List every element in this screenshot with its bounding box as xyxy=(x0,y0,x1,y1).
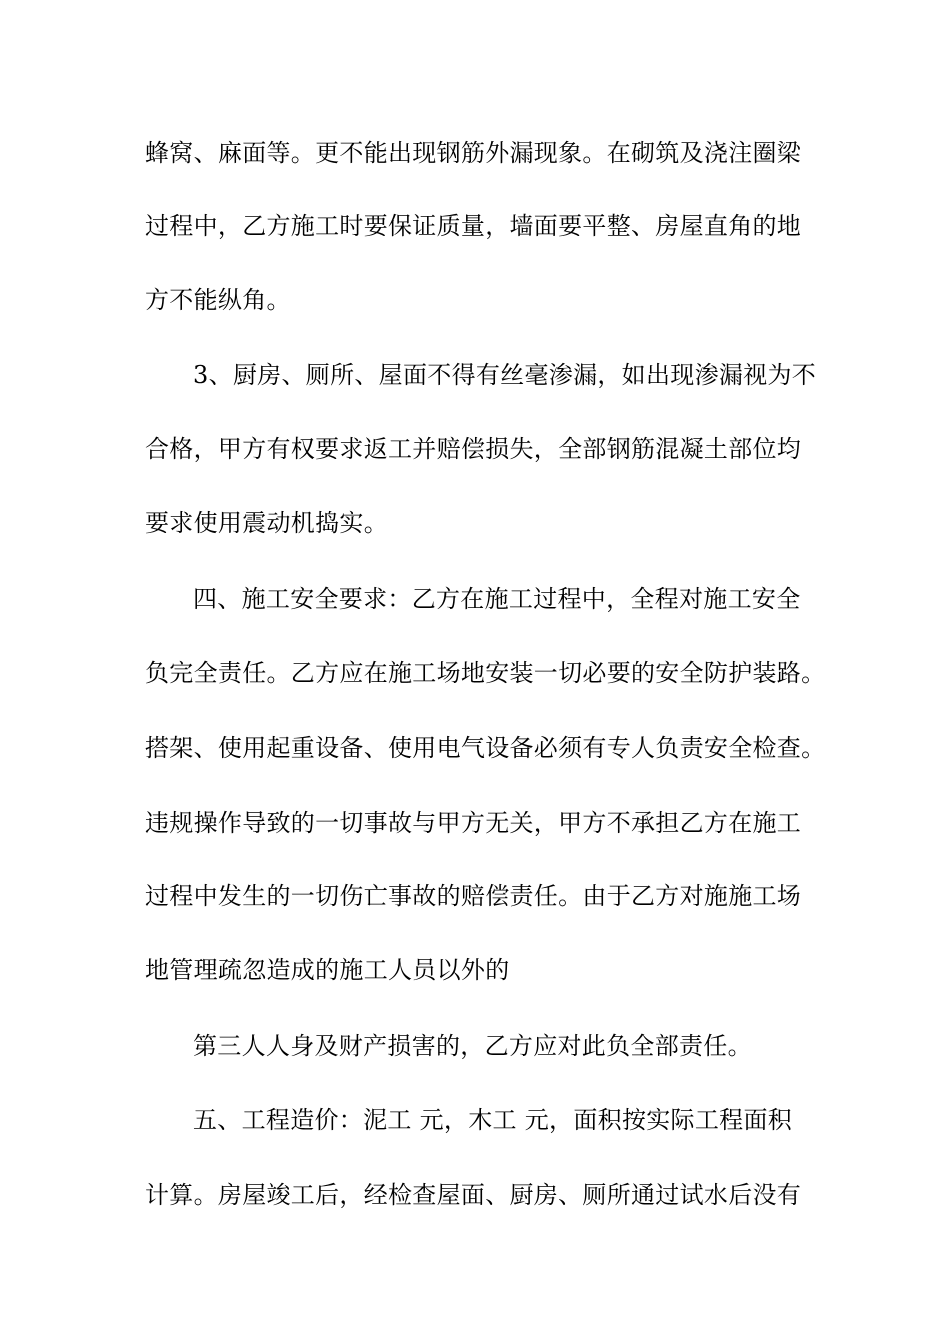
text-line: 过程中，乙方施工时要保证质量，墙面要平整、房屋直角的地 xyxy=(145,212,802,240)
text-line: 过程中发生的一切伤亡事故的赔偿责任。由于乙方对施施工场 xyxy=(145,882,802,910)
text-line: 蜂窝、麻面等。更不能出现钢筋外漏现象。在砌筑及浇注圈梁 xyxy=(145,139,802,167)
paragraph-start-line: 四、施工安全要求：乙方在施工过程中，全程对施工安全 xyxy=(193,585,801,613)
paragraph-start-line: 五、工程造价：泥工 元，木工 元，面积按实际工程面积 xyxy=(193,1106,793,1134)
text-line: 计算。房屋竣工后，经检查屋面、厨房、厕所通过试水后没有 xyxy=(145,1181,802,1209)
paragraph-start-line: 第三人人身及财产损害的，乙方应对此负全部责任。 xyxy=(193,1032,752,1060)
text-line: 方不能纵角。 xyxy=(145,286,291,314)
text-line: 地管理疏忽造成的施工人员以外的 xyxy=(145,956,510,984)
text-line: 搭架、使用起重设备、使用电气设备必须有专人负责安全检查。 xyxy=(145,734,826,762)
text-line: 违规操作导致的一切事故与甲方无关，甲方不承担乙方在施工 xyxy=(145,809,802,837)
text-line: 合格，甲方有权要求返工并赔偿损失，全部钢筋混凝土部位均 xyxy=(145,435,802,463)
text-line: 负完全责任。乙方应在施工场地安装一切必要的安全防护装路。 xyxy=(145,659,826,687)
text-line: 要求使用震动机捣实。 xyxy=(145,509,388,537)
paragraph-start-line: 3、厨房、厕所、屋面不得有丝毫渗漏，如出现渗漏视为不 xyxy=(193,361,817,389)
